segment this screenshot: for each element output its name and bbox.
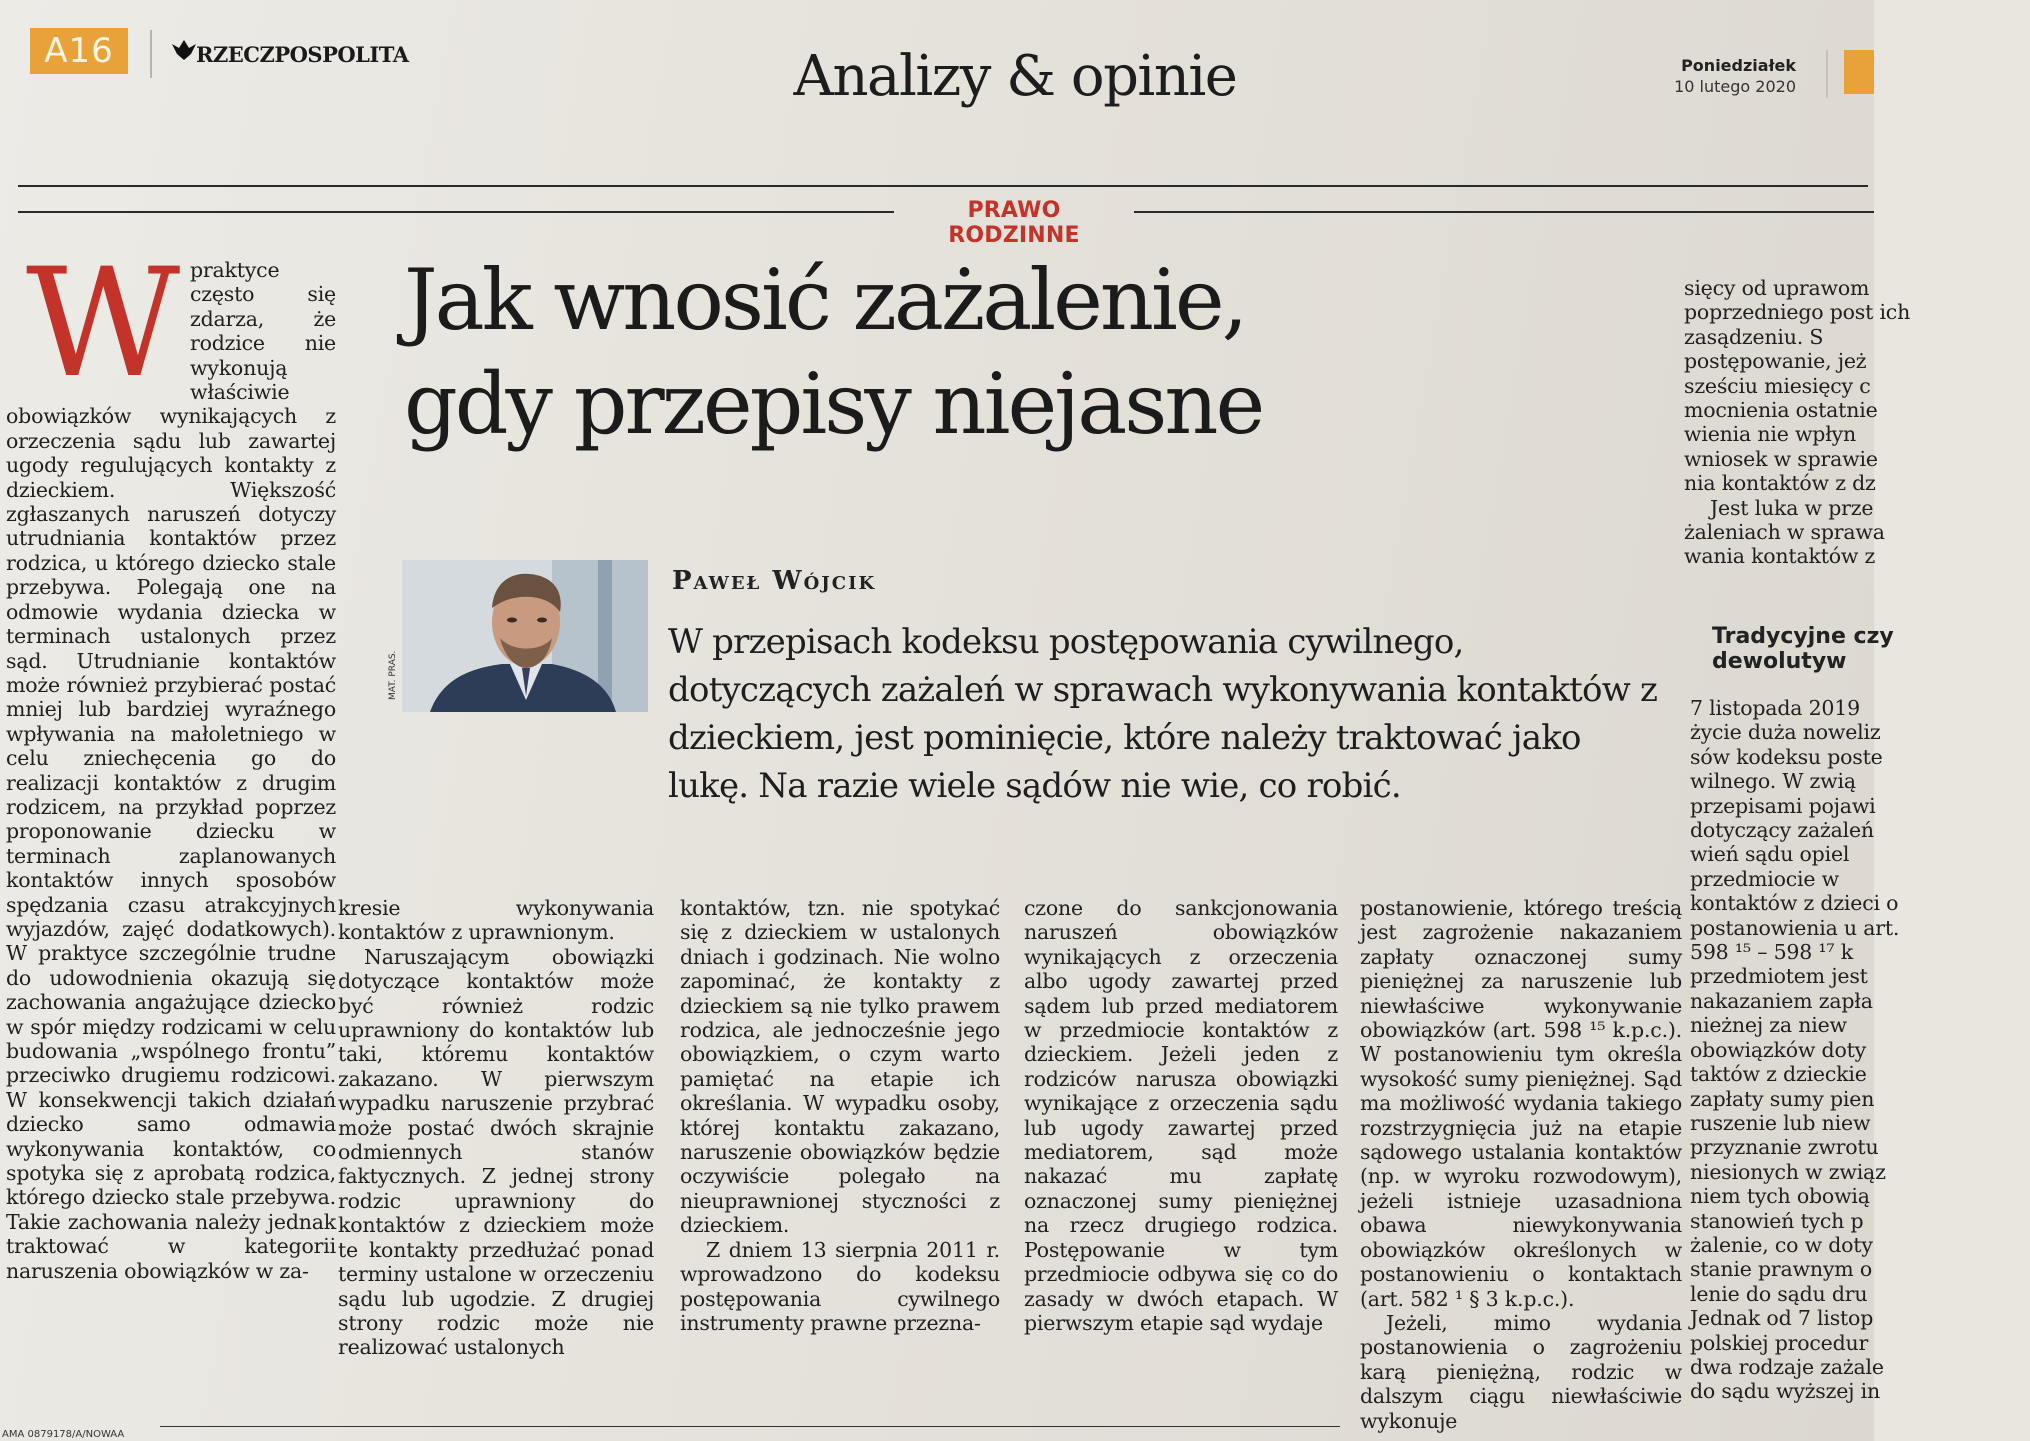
body-column-6-top (1684, 276, 1914, 592)
body-column-1-text: praktyce często się zdarza, że rodzice nie wykonują właściwie obowiązków wynikających z orzeczenia sądu lub zawartej ugody regulujących kontakty z dzieckiem. Większość zgłaszanych naruszeń dotyczy utrudniania kontaktów przez rodzica, u którego dziecko stale przebywa. Polegają one na odmowie wydania dziecka w terminach ustalonych przez sąd. Utrudnianie kontaktów może również przybierać postać mniej lub bardziej wyraźnego wpływania na małoletniego w celu zniechęcenia go do realizacji kontaktów z drugim rodzicem, na przykład poprzez proponowanie dziecku w terminach zaplanowanych kontaktów innych sposobów spędzania czasu atrakcyjnych wyjazdów, zajęć dodatkowych). W praktyce szczególnie trudne do udowodnienia okazują się zachowania angażujące dziecko w spór między rodzicami w celu budowania „wspólnego frontu” przeciwko drugiemu rodzicowi. W konsekwencji takich działań dziecko samo odmawia wykonywania kontaktów, co spotyka się z aprobatą rodzica, którego dziecko stale przebywa. Takie zachowania należy jednak traktować w kategorii naruszenia obowiązków w za- (6, 258, 336, 1283)
body-paragraph: Naruszającym obowiązki dotyczące kontaktów może być również rodzic uprawniony do kontaktów lub taki, któremu kontaktów zakazano. W pierwszym wypadku naruszenie przybrać może postać dwóch skrajnie odmiennych stanów faktycznych. Z jednej strony rodzic uprawniony do kontaktów z dzieckiem może te kontakty przedłużać ponad terminy ustalone w orzeczeniu sądu lub ugodzie. Z drugiej strony rodzic może nie realizować ustalonych (338, 944, 654, 1360)
body-column-3 (680, 896, 1000, 1352)
issue-day: Poniedziałek (1681, 56, 1796, 75)
bottom-rule (160, 1426, 1340, 1427)
column-subhead: Tradycyjne czy dewolutyw (1712, 624, 1894, 674)
body-paragraph: czone do sankcjonowania naruszeń obowiązków wynikających z orzeczenia albo ugody zawartej przed sądem lub przed mediatorem w przedmiocie kontaktów z dzieckiem. Jeżeli jeden z rodziców narusza obowiązki wynikające z orzeczenia sądu lub ugody zawartej przed mediatorem, sąd może nakazać mu zapłatę oznaczonej sumy pieniężnej na rzecz drugiego rodzica. Postępowanie w tym przedmiocie odbywa się co do zasady w dwóch etapach. W pierwszym etapie sąd wydaje (1024, 896, 1338, 1335)
body-paragraph: 7 listopada 2019 życie duża noweliz sów kodeksu poste wilnego. W zwią przepisami pojawi dotyczący zażaleń wień sądu opiel przedmiocie w kontaktów z dzieci o postanowienia u art. 598 ¹⁵ – 598 ¹⁷ k przedmiotem jest nakazaniem zapła nieżnej za niew obowiązków doty taktów z dzieckie zapłaty sumy pien ruszenie lub niew przyznanie zwrotu niesionych w związ niem tych obowią stanowień tych p żalenie, co w doty stanie prawnym o lenie do sądu dru Jednak od 7 listop polskiej procedur dwa rodzaje zażale do sądu wyższej in (1690, 696, 1900, 1404)
rubric-rule-right (1134, 211, 1874, 213)
article-headline (404, 248, 1464, 456)
author-name: Paweł Wójcik (672, 566, 877, 596)
body-paragraph: kontaktów, tzn. nie spotykać się z dzieckiem w ustalonych dniach i godzinach. Nie wolno zapominać, że kontakty z dzieckiem są nie tylko prawem rodzica, ale jednocześnie jego obowiązkiem, o czym warto pamiętać na etapie ich określania. W wypadku osoby, której kontaktu zakazano, naruszenie obowiązków będzie oczywiście polegało na nieuprawnionej styczności z dzieckiem. (680, 896, 1000, 1238)
masthead-separator-right (1826, 50, 1828, 98)
issue-date (1674, 56, 1796, 96)
body-column-6-bottom (1690, 696, 1910, 1441)
body-paragraph: Z dniem 13 sierpnia 2011 r. wprowadzono do kodeksu postępowania cywilnego instrumenty prawne przezna- (680, 1237, 1000, 1335)
rubric-rule-left (18, 211, 894, 213)
photo-credit: MAT. PRAS. (388, 650, 398, 700)
body-paragraph: sięcy od uprawom poprzedniego post ich zasądzeniu. S postępowanie, jeż sześciu miesięcy c mocnienia ostatnie wienia nie wpłyn wniosek w sprawie nia kontaktów z dz (1684, 276, 1911, 496)
body-paragraph: Jest luka w prze żaleniach w sprawa wania kontaktów z (1684, 495, 1885, 569)
author-photo (402, 560, 648, 712)
author-portrait-icon (402, 560, 648, 712)
body-paragraph: Jeżeli, mimo wydania postanowienia o zagrożeniu karą pieniężną, rodzic w dalszym ciągu niewłaściwie wykonuje (1360, 1310, 1682, 1433)
rubric-label: PRAWO RODZINNE (948, 198, 1080, 248)
newspaper-logo-text: RZECZPOSPOLITA (196, 42, 409, 67)
section-title: Analizy & opinie (793, 44, 1237, 109)
body-column-4 (1024, 896, 1338, 1352)
body-column-1 (6, 237, 336, 1368)
article-lead: W przepisach kodeksu postępowania cywilnego, dotyczących zażaleń w sprawach wykonywania kontaktów z dzieckiem, jest pominięcie, które należy traktować jako lukę. Na razie wiele sądów nie wie, co robić. (668, 622, 1658, 806)
body-paragraph: postanowienie, którego treścią jest zagrożenie nakazaniem zapłaty oznaczonej sumy pieniężnej za naruszenie lub niewłaściwe wykonywanie obowiązków (art. 598 ¹⁵ k.p.c.). W postanowieniu tym określa wysokość sumy pieniężnej. Sąd ma możliwość wydania takiego rozstrzygnięcia już na etapie sądowego ustalania kontaktów (np. w wyroku rozwodowym), jeżeli istnieje uzasadniona obawa niewykonywania obowiązków określonych w postanowieniu o kontaktach (art. 582 ¹ § 3 k.p.c.). (1360, 896, 1682, 1311)
body-column-2 (338, 896, 654, 1360)
body-column-5 (1360, 896, 1682, 1441)
issue-date-text: 10 lutego 2020 (1674, 77, 1796, 96)
drop-cap: W (26, 237, 180, 411)
footer-code: AMA 0879178/A/NOWAA (2, 1429, 125, 1440)
corner-badge (1844, 50, 1874, 94)
body-paragraph: kresie wykonywania kontaktów z uprawnionym. (338, 896, 654, 945)
headline-line-1: Jak wnosić zażalenie, (404, 251, 1246, 349)
page-number-badge: A16 (30, 28, 128, 74)
headline-line-2: gdy przepisy niejasne (404, 355, 1263, 453)
top-rule (18, 185, 1868, 187)
